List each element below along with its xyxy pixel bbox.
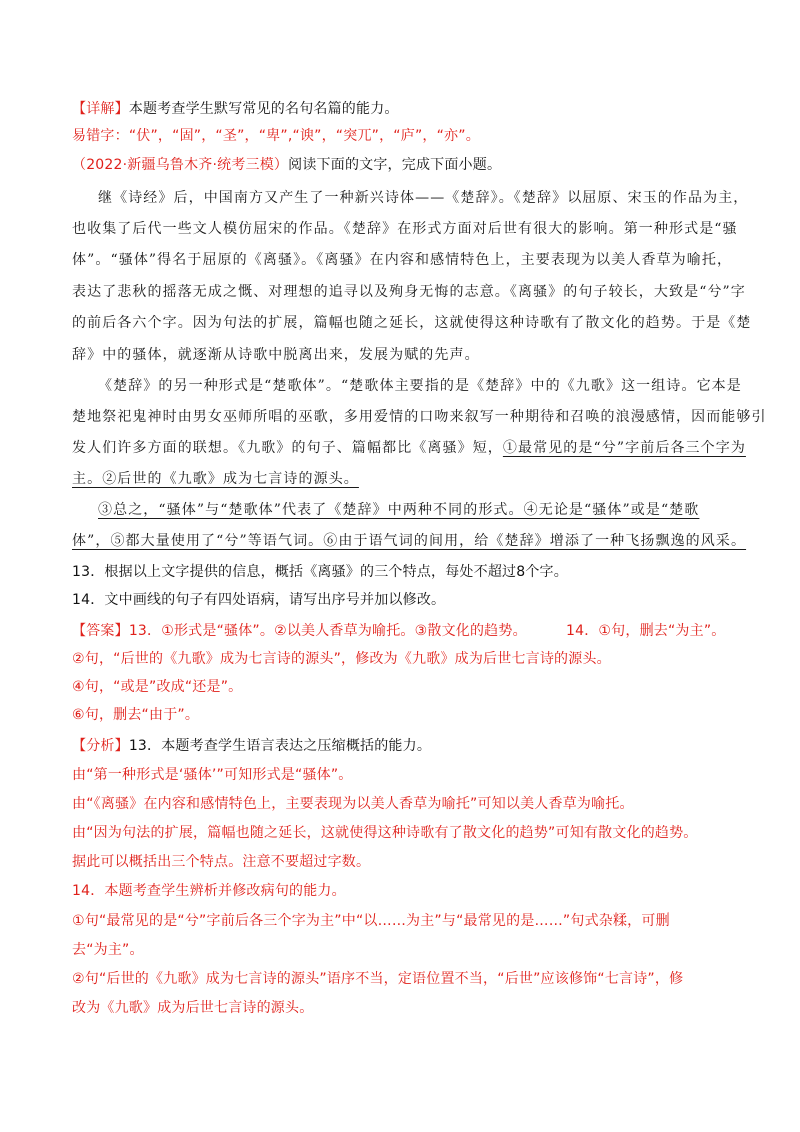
answer-line-2: ②句，“后世的《九歌》成为七言诗的源头”，修改为《九歌》成为后世七言诗的源头。 (72, 651, 611, 667)
passage-p1-line-5: 的前后各六个字。因为句法的扩展，篇幅也随之延长，这就使得这种诗歌有了散文化的趋势。于是《楚 (72, 315, 752, 331)
answer-line-4: ⑥句，删去“由于”。 (72, 707, 200, 723)
detail-text: 本题考查学生默写常见的名句名篇的能力。 (128, 101, 399, 117)
typo-list: “伏”，“固”，“圣”，“卑”,“谀”，“突兀”，“庐”，“亦”。 (128, 128, 480, 144)
answer-line-3: ④句，“或是”改成“还是”。 (72, 679, 243, 695)
underlined-sentence-2: 主。②后世的《九歌》成为七言诗的源头。 (72, 471, 359, 487)
question-instruction: 阅读下面的文字，完成下面小题。 (288, 157, 502, 173)
answer-q14: 14．①句，删去“为主”。 (566, 623, 726, 639)
analysis-intro: 13．本题考查学生语言表达之压缩概括的能力。 (128, 738, 432, 754)
analysis-line-3: 由“《离骚》在内容和感情特色上，主要表现为以美人香草为喻托”可知以美人香草为喻托。 (72, 796, 634, 812)
passage-p2-line-2: 楚地祭祀鬼神时由男女巫师所唱的巫歌，多用爱情的口吻来叙写一种期待和召唤的浪漫感情，因而能够引 (72, 409, 767, 425)
analysis-line-1 (72, 735, 431, 757)
passage-p1-line-1: 继《诗经》后，中国南方又产生了一种新兴诗体——《楚辞》。《楚辞》以屈原、宋玉的作品为主， (98, 190, 749, 206)
typo-line (72, 125, 480, 147)
analysis-line-6: 14．本题考查学生辨析并修改病句的能力。 (72, 883, 346, 899)
answer-q13: 13．①形式是“骚体”。②以美人香草为喻托。③散文化的趋势。 (128, 623, 527, 639)
analysis-line-4: 由“因为句法的扩展，篇幅也随之延长，这就使得这种诗歌有了散文化的趋势”可知有散文化的趋势。 (72, 825, 698, 841)
typo-label: 易错字： (72, 128, 129, 144)
passage-p1-line-4: 表达了悲秋的摇落无成之慨、对理想的追寻以及殉身无悔的志意。《离骚》的句子较长，大致是“兮”字 (72, 284, 746, 300)
answer-tag: 【答案】 (72, 623, 129, 639)
underlined-sentence-1: ①最常见的是“兮”字前后各三个字为 (502, 440, 746, 456)
passage-p2-line-3-plain: 发人们许多方面的联想。《九歌》的句子、篇幅都比《离骚》短， (72, 440, 503, 456)
underlined-sentences-3-4: ③总之，“骚体”与“楚歌体”代表了《楚辞》中两种不同的形式。④无论是“骚体”或是“楚歌 (98, 502, 700, 518)
passage-p1-line-3: 体”。“骚体”得名于屈原的《离骚》。《离骚》在内容和感情特色上，主要表现为以美人香草为喻托， (72, 252, 733, 268)
question-13: 13．根据以上文字提供的信息，概括《离骚》的三个特点，每处不超过8个字。 (72, 564, 568, 580)
analysis-line-9: ②句“后世的《九歌》成为七言诗的源头”语序不当，定语位置不当，“后世”应该修饰“七言诗”，修 (72, 971, 684, 987)
passage-p1-line-6: 辞》中的骚体，就逐渐从诗歌中脱离出来，发展为赋的先声。 (72, 347, 480, 363)
question-source: （2022·新疆乌鲁木齐·统考三模） (72, 157, 289, 173)
question-header (72, 154, 501, 176)
passage-p1-line-2: 也收集了后代一些文人模仿屈宋的作品。《楚辞》在形式方面对后世有很大的影响。第一种形式是“骚 (72, 221, 738, 237)
passage-p2-line-1: 《楚辞》的另一种形式是“楚歌体”。“楚歌体主要指的是《楚辞》中的《九歌》这一组诗。它本是 (98, 378, 742, 394)
passage-p2-line-3 (72, 437, 746, 459)
analysis-line-5: 据此可以概括出三个特点。注意不要超过字数。 (72, 854, 371, 870)
detail-tag: 【详解】 (72, 101, 129, 117)
analysis-line-8: 去“为主”。 (72, 942, 144, 958)
analysis-line-2: 由“第一种形式是‘骚体’”可知形式是“骚体”。 (72, 767, 353, 783)
underlined-sentences-5-6: 体”，⑤都大量使用了“兮”等语气词。⑥由于语气词的间用，给《楚辞》增添了一种飞扬飘逸的风采。 (72, 533, 747, 549)
analysis-line-10: 改为《九歌》成为后世七言诗的源头。 (72, 1000, 314, 1016)
analysis-tag: 【分析】 (72, 738, 129, 754)
detail-line (72, 98, 399, 120)
analysis-line-7: ①句“最常见的是“兮”字前后各三个字为主”中“以……为主”与“最常见的是……”句式杂糅，可删 (72, 913, 670, 929)
answer-line-1 (72, 620, 527, 642)
question-14: 14．文中画线的句子有四处语病，请写出序号并加以修改。 (72, 592, 446, 608)
